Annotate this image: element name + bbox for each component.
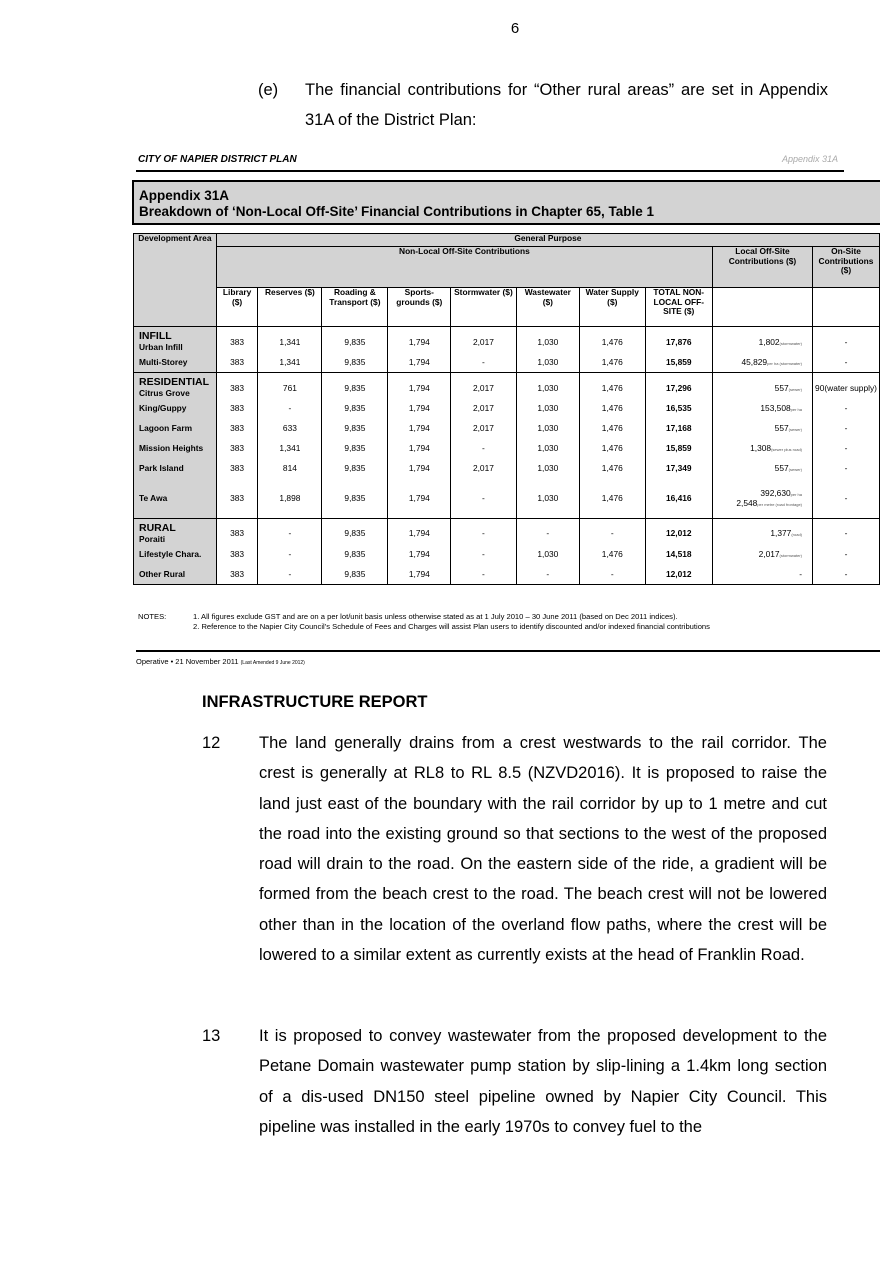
local-note: per ha (stormwater) bbox=[767, 361, 802, 366]
area-cell bbox=[134, 327, 217, 353]
onsite-cell bbox=[813, 373, 880, 399]
table-row bbox=[134, 564, 880, 585]
onsite-value: - bbox=[844, 336, 848, 347]
local-value: 557 bbox=[774, 423, 789, 433]
col-header-blank bbox=[712, 288, 812, 327]
onsite-cell bbox=[813, 327, 880, 353]
onsite-value: - bbox=[844, 548, 848, 559]
table-row bbox=[134, 544, 880, 564]
onsite-value: - bbox=[844, 568, 848, 579]
local-value: 557 bbox=[774, 463, 789, 473]
onsite-cell bbox=[813, 438, 880, 458]
value-cell: 633 bbox=[258, 418, 322, 438]
value-cell: 1,341 bbox=[258, 352, 322, 373]
appendix-title: Appendix 31A bbox=[139, 188, 230, 203]
area-cell bbox=[134, 373, 217, 399]
total-cell: 12,012 bbox=[645, 564, 712, 585]
section-name: INFILL bbox=[139, 330, 172, 342]
header-onsite: On-Site Contributions ($) bbox=[813, 247, 880, 288]
local-offsite-cell bbox=[712, 352, 812, 373]
value-cell: 2,017 bbox=[451, 418, 516, 438]
section-name: RURAL bbox=[139, 521, 176, 534]
local-value: 45,829 bbox=[741, 357, 768, 367]
area-cell bbox=[134, 398, 217, 418]
total-cell: 14,518 bbox=[645, 544, 712, 564]
contributions-table bbox=[133, 233, 880, 585]
area-name: Urban Infill bbox=[139, 342, 183, 352]
table-row bbox=[134, 458, 880, 478]
value-cell: 1,794 bbox=[388, 458, 451, 478]
value-cell: 9,835 bbox=[322, 458, 388, 478]
value-cell: - bbox=[516, 518, 579, 544]
value-cell: 2,017 bbox=[451, 458, 516, 478]
header-general-purpose: General Purpose bbox=[216, 234, 879, 247]
header-development-area: Development Area bbox=[134, 234, 217, 327]
local-note: per ha bbox=[790, 491, 802, 497]
area-cell bbox=[134, 518, 217, 544]
district-plan-header bbox=[136, 153, 844, 172]
onsite-value: 90 bbox=[815, 382, 825, 393]
local-note: (road) bbox=[791, 532, 802, 537]
local-offsite-cell bbox=[712, 327, 812, 353]
paragraph-number: 12 bbox=[202, 734, 221, 752]
value-cell: 1,030 bbox=[516, 544, 579, 564]
value-cell: 1,476 bbox=[580, 352, 646, 373]
header-local-offsite: Local Off-Site Contributions ($) bbox=[712, 247, 812, 288]
value-cell: 1,794 bbox=[388, 518, 451, 544]
local-value: 1,308 bbox=[750, 443, 772, 453]
onsite-value: - bbox=[844, 463, 848, 473]
total-cell: 17,876 bbox=[645, 327, 712, 353]
table-row bbox=[134, 478, 880, 518]
col-header-blank bbox=[813, 288, 880, 327]
local-offsite-cell bbox=[712, 438, 812, 458]
value-cell: 1,030 bbox=[516, 438, 579, 458]
area-cell bbox=[134, 478, 217, 518]
value-cell: - bbox=[258, 544, 322, 564]
section-name: RESIDENTIAL bbox=[139, 376, 210, 388]
clause-text: The financial contributions for “Other rural areas” are set in Appendix 31A of the District Plan: bbox=[305, 81, 828, 129]
area-name: Citrus Grove bbox=[139, 388, 190, 398]
paragraph-12 bbox=[202, 728, 827, 970]
col-header: Roading & Transport ($) bbox=[322, 288, 388, 327]
table-row bbox=[134, 327, 880, 353]
onsite-value: - bbox=[844, 492, 848, 503]
value-cell: 9,835 bbox=[322, 518, 388, 544]
area-name: Multi-Storey bbox=[139, 357, 188, 367]
value-cell: 1,476 bbox=[580, 398, 646, 418]
note-1: 1. All figures exclude GST and are on a per lot/unit basis unless otherwise stated as at 1 July 2010 – 30 June 2011 (based on Dec 2011 indices). bbox=[193, 612, 678, 621]
value-cell: - bbox=[451, 518, 516, 544]
local-offsite-cell bbox=[712, 398, 812, 418]
value-cell: 1,030 bbox=[516, 373, 579, 399]
value-cell: 1,030 bbox=[516, 398, 579, 418]
local-offsite-cell bbox=[712, 458, 812, 478]
value-cell: 1,030 bbox=[516, 478, 579, 518]
value-cell: 1,476 bbox=[580, 544, 646, 564]
total-cell: 17,168 bbox=[645, 418, 712, 438]
table-row bbox=[134, 398, 880, 418]
col-header: Wastewater ($) bbox=[516, 288, 579, 327]
local-note: (stormwater) bbox=[779, 552, 802, 558]
onsite-cell bbox=[813, 518, 880, 544]
total-cell: 12,012 bbox=[645, 518, 712, 544]
local-note: (sewer) bbox=[788, 427, 802, 432]
local-offsite-cell bbox=[712, 373, 812, 399]
col-header: Reserves ($) bbox=[258, 288, 322, 327]
value-cell: 383 bbox=[216, 564, 258, 585]
page-number: 6 bbox=[510, 20, 520, 37]
local-note: per ha bbox=[790, 407, 802, 412]
appendix-subtitle: Breakdown of ‘Non-Local Off-Site’ Financial Contributions in Chapter 65, Table 1 bbox=[139, 204, 655, 219]
value-cell: - bbox=[451, 478, 516, 518]
local-value: 153,508 bbox=[760, 403, 791, 413]
col-header: TOTAL NON-LOCAL OFF-SITE ($) bbox=[645, 288, 712, 327]
intro-clause bbox=[258, 75, 828, 135]
value-cell: 1,030 bbox=[516, 352, 579, 373]
value-cell: 9,835 bbox=[322, 327, 388, 353]
onsite-value: - bbox=[844, 357, 848, 367]
onsite-cell bbox=[813, 564, 880, 585]
value-cell: 383 bbox=[216, 438, 258, 458]
table-notes bbox=[138, 612, 710, 632]
value-cell: 9,835 bbox=[322, 564, 388, 585]
value-cell: 1,794 bbox=[388, 438, 451, 458]
local-value: 1,377 bbox=[770, 528, 792, 538]
col-header: Library ($) bbox=[216, 288, 258, 327]
value-cell: 1,341 bbox=[258, 438, 322, 458]
value-cell: 1,794 bbox=[388, 544, 451, 564]
local-value: - bbox=[799, 568, 802, 579]
local-offsite-cell bbox=[712, 478, 812, 518]
value-cell: 383 bbox=[216, 518, 258, 544]
value-cell: - bbox=[580, 518, 646, 544]
onsite-cell bbox=[813, 352, 880, 373]
table-row bbox=[134, 418, 880, 438]
onsite-value: - bbox=[844, 423, 848, 433]
operative-date bbox=[136, 650, 880, 666]
value-cell: 1,476 bbox=[580, 418, 646, 438]
value-cell: 9,835 bbox=[322, 418, 388, 438]
value-cell: 1,898 bbox=[258, 478, 322, 518]
value-cell: 383 bbox=[216, 544, 258, 564]
value-cell: - bbox=[451, 438, 516, 458]
value-cell: 1,476 bbox=[580, 458, 646, 478]
value-cell: 383 bbox=[216, 373, 258, 399]
onsite-cell bbox=[813, 418, 880, 438]
local-offsite-cell bbox=[712, 418, 812, 438]
value-cell: - bbox=[451, 544, 516, 564]
value-cell: 383 bbox=[216, 398, 258, 418]
value-cell: - bbox=[451, 352, 516, 373]
onsite-note: (water supply) bbox=[824, 382, 877, 393]
area-cell bbox=[134, 352, 217, 373]
note-2: 2. Reference to the Napier City Council’s Schedule of Fees and Charges will assist Plan users to identify discounted and/or indexed financial contributions bbox=[193, 622, 710, 631]
operative-text: Operative • 21 November 2011 bbox=[136, 657, 239, 666]
value-cell: 1,794 bbox=[388, 418, 451, 438]
table-row bbox=[134, 352, 880, 373]
value-cell: 9,835 bbox=[322, 373, 388, 399]
value-cell: 2,017 bbox=[451, 327, 516, 353]
paragraph-number: 13 bbox=[202, 1027, 221, 1045]
table-row bbox=[134, 518, 880, 544]
onsite-value: - bbox=[844, 528, 848, 538]
value-cell: - bbox=[258, 518, 322, 544]
appendix-title-box bbox=[132, 180, 880, 225]
value-cell: 2,017 bbox=[451, 398, 516, 418]
area-cell bbox=[134, 544, 217, 564]
area-cell bbox=[134, 418, 217, 438]
value-cell: 1,476 bbox=[580, 373, 646, 399]
value-cell: 1,030 bbox=[516, 327, 579, 353]
local-offsite-cell bbox=[712, 564, 812, 585]
area-name: Park Island bbox=[139, 463, 184, 473]
onsite-value: - bbox=[844, 443, 848, 453]
local-note: (stormwater) bbox=[779, 340, 802, 346]
value-cell: 1,476 bbox=[580, 327, 646, 353]
value-cell: 1,476 bbox=[580, 438, 646, 458]
value-cell: - bbox=[258, 398, 322, 418]
local-value: 392,630 bbox=[760, 487, 791, 498]
value-cell: 383 bbox=[216, 418, 258, 438]
table-row bbox=[134, 438, 880, 458]
paragraph-text: It is proposed to convey wastewater from the proposed development to the Petane Domain wastewater pump station by slip-lining a 1.4km long section of a dis-used DN150 steel pipeline owned by Napier City Council. This pipeline was installed in the early 1970s to convey fuel to the bbox=[259, 1027, 827, 1136]
col-header: Stormwater ($) bbox=[451, 288, 516, 327]
plan-title: CITY OF NAPIER DISTRICT PLAN bbox=[138, 154, 297, 165]
paragraph-13 bbox=[202, 1021, 827, 1142]
area-name: King/Guppy bbox=[139, 403, 187, 413]
header-non-local: Non-Local Off-Site Contributions bbox=[216, 247, 712, 288]
notes-label: NOTES: bbox=[138, 612, 167, 621]
value-cell: 383 bbox=[216, 478, 258, 518]
value-cell: - bbox=[258, 564, 322, 585]
local-note: (sewer) bbox=[788, 467, 802, 472]
value-cell: 383 bbox=[216, 352, 258, 373]
local-note: (sewer) bbox=[788, 386, 802, 392]
local-value: 2,017 bbox=[758, 548, 780, 559]
value-cell: 1,794 bbox=[388, 398, 451, 418]
value-cell: 9,835 bbox=[322, 544, 388, 564]
value-cell: 2,017 bbox=[451, 373, 516, 399]
value-cell: 9,835 bbox=[322, 352, 388, 373]
onsite-cell bbox=[813, 458, 880, 478]
value-cell: 9,835 bbox=[322, 478, 388, 518]
local-value: 1,802 bbox=[758, 336, 780, 347]
value-cell: - bbox=[580, 564, 646, 585]
value-cell: 9,835 bbox=[322, 398, 388, 418]
area-cell bbox=[134, 564, 217, 585]
value-cell: 9,835 bbox=[322, 438, 388, 458]
value-cell: 814 bbox=[258, 458, 322, 478]
onsite-value: - bbox=[844, 403, 848, 413]
total-cell: 16,416 bbox=[645, 478, 712, 518]
value-cell: 761 bbox=[258, 373, 322, 399]
area-cell bbox=[134, 458, 217, 478]
value-cell: 383 bbox=[216, 458, 258, 478]
clause-label: (e) bbox=[258, 81, 279, 99]
value-cell: - bbox=[516, 564, 579, 585]
area-name: Poraiti bbox=[139, 533, 166, 544]
local-note: per metre (road frontage) bbox=[757, 501, 802, 507]
value-cell: 1,341 bbox=[258, 327, 322, 353]
value-cell: 1,794 bbox=[388, 327, 451, 353]
total-cell: 15,859 bbox=[645, 352, 712, 373]
area-name: Other Rural bbox=[139, 568, 186, 579]
area-name: Lagoon Farm bbox=[139, 423, 193, 433]
onsite-cell bbox=[813, 478, 880, 518]
value-cell: 1,794 bbox=[388, 352, 451, 373]
value-cell: 1,030 bbox=[516, 418, 579, 438]
value-cell: 1,794 bbox=[388, 564, 451, 585]
area-cell bbox=[134, 438, 217, 458]
total-cell: 17,296 bbox=[645, 373, 712, 399]
col-header: Water Supply ($) bbox=[580, 288, 646, 327]
local-offsite-cell bbox=[712, 518, 812, 544]
value-cell: 1,794 bbox=[388, 478, 451, 518]
amended-text: (Last Amended 9 June 2012) bbox=[240, 660, 305, 666]
total-cell: 15,859 bbox=[645, 438, 712, 458]
onsite-cell bbox=[813, 544, 880, 564]
plan-appendix-tag: Appendix 31A bbox=[781, 154, 838, 164]
value-cell: 383 bbox=[216, 327, 258, 353]
local-value: 2,548 bbox=[736, 497, 758, 508]
onsite-cell bbox=[813, 398, 880, 418]
total-cell: 17,349 bbox=[645, 458, 712, 478]
area-name: Mission Heights bbox=[139, 443, 204, 453]
local-note: (sewer plus road) bbox=[771, 447, 802, 452]
area-name: Lifestyle Chara. bbox=[139, 548, 202, 559]
local-offsite-cell bbox=[712, 544, 812, 564]
local-value: 557 bbox=[774, 382, 789, 393]
section-heading: INFRASTRUCTURE REPORT bbox=[202, 693, 428, 711]
area-name: Te Awa bbox=[139, 492, 168, 503]
value-cell: 1,030 bbox=[516, 458, 579, 478]
col-header: Sports-grounds ($) bbox=[388, 288, 451, 327]
value-cell: 1,794 bbox=[388, 373, 451, 399]
value-cell: - bbox=[451, 564, 516, 585]
table-row bbox=[134, 373, 880, 399]
value-cell: 1,476 bbox=[580, 478, 646, 518]
paragraph-text: The land generally drains from a crest westwards to the rail corridor. The crest is generally at RL8 to RL 8.5 (NZVD2016). It is proposed to raise the land just east of the boundary with the rail corridor by up to 1 metre and cut the road into the existing ground so that sections to the west of the proposed road will drain to the road. On the eastern side of the ride, a gradient will be formed from the beach crest to the road. The beach crest will not be lowered other than in the location of the overland flow paths, where the crest will be lowered to a similar extent as currently exists at the head of Franklin Road. bbox=[259, 734, 827, 965]
total-cell: 16,535 bbox=[645, 398, 712, 418]
